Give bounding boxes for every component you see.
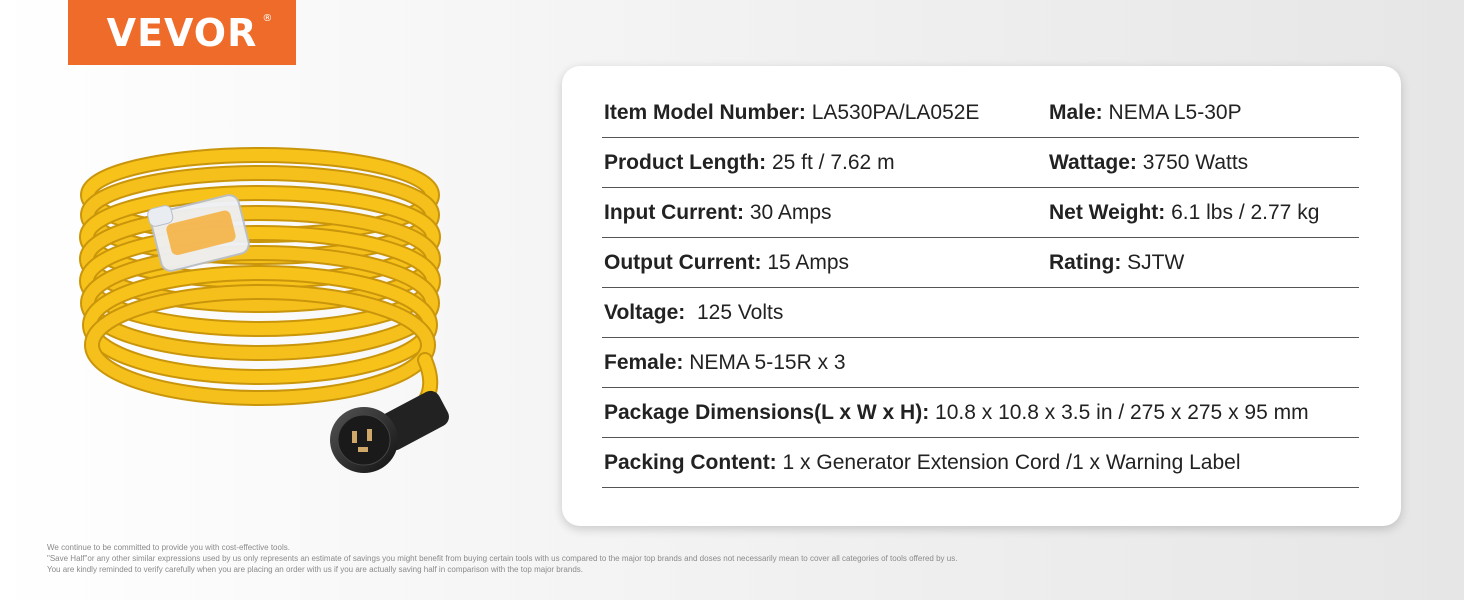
spec-value: 6.1 lbs / 2.77 kg bbox=[1165, 200, 1320, 224]
spec-value: 1 x Generator Extension Cord /1 x Warning Label bbox=[776, 450, 1241, 474]
spec-row-packing-content bbox=[602, 438, 1359, 488]
spec-row-output-current bbox=[602, 238, 1359, 288]
spec-value: 10.8 x 10.8 x 3.5 in / 275 x 275 x 95 mm bbox=[929, 400, 1309, 424]
spec-label: Net Weight: bbox=[1049, 200, 1166, 224]
spec-row-model bbox=[602, 88, 1359, 138]
spec-row-package-dimensions bbox=[602, 388, 1359, 438]
spec-value: 25 ft / 7.62 m bbox=[766, 150, 895, 174]
spec-label: Voltage: bbox=[604, 300, 686, 324]
spec-label: Output Current: bbox=[604, 250, 762, 274]
spec-value: 125 Volts bbox=[685, 300, 784, 324]
spec-table bbox=[602, 88, 1359, 488]
spec-row-length bbox=[602, 138, 1359, 188]
spec-card bbox=[562, 66, 1401, 526]
spec-value: LA530PA/LA052E bbox=[805, 100, 980, 124]
spec-row-voltage bbox=[602, 288, 1359, 338]
spec-label: Rating: bbox=[1049, 250, 1122, 274]
spec-value: SJTW bbox=[1121, 250, 1185, 274]
disclaimer-line: We continue to be committed to provide you with cost-effective tools. bbox=[47, 543, 290, 552]
spec-label: Product Length: bbox=[604, 150, 767, 174]
spec-value: 3750 Watts bbox=[1136, 150, 1249, 174]
extension-cord-image bbox=[60, 135, 520, 495]
spec-label: Female: bbox=[604, 350, 684, 374]
spec-row-input-current bbox=[602, 188, 1359, 238]
disclaimer bbox=[47, 542, 957, 575]
spec-label: Male: bbox=[1049, 100, 1103, 124]
registered-mark: ® bbox=[262, 12, 274, 24]
spec-label: Item Model Number: bbox=[604, 100, 806, 124]
spec-value: 30 Amps bbox=[743, 200, 832, 224]
spec-label: Package Dimensions(L x W x H): bbox=[604, 400, 930, 424]
spec-row-female bbox=[602, 338, 1359, 388]
spec-value: 15 Amps bbox=[761, 250, 850, 274]
logo-text: VEVOR ® bbox=[106, 10, 274, 55]
spec-value: NEMA L5-30P bbox=[1102, 100, 1242, 124]
disclaimer-line: You are kindly reminded to verify carefully when you are placing an order with us if you are actually saving half in comparison with the top major brands. bbox=[47, 565, 583, 574]
disclaimer-line: "Save Half"or any other similar expressions used by us only represents an estimate of savings you might benefit from buying certain tools with us compared to the major top brands and doses not necessarily mean to cover all categories of tools offered by us. bbox=[47, 554, 958, 563]
locking-plug bbox=[330, 387, 452, 473]
vevor-logo bbox=[68, 0, 296, 65]
spec-label: Packing Content: bbox=[604, 450, 777, 474]
spec-value: NEMA 5-15R x 3 bbox=[683, 350, 846, 374]
spec-label: Wattage: bbox=[1049, 150, 1137, 174]
spec-label: Input Current: bbox=[604, 200, 744, 224]
